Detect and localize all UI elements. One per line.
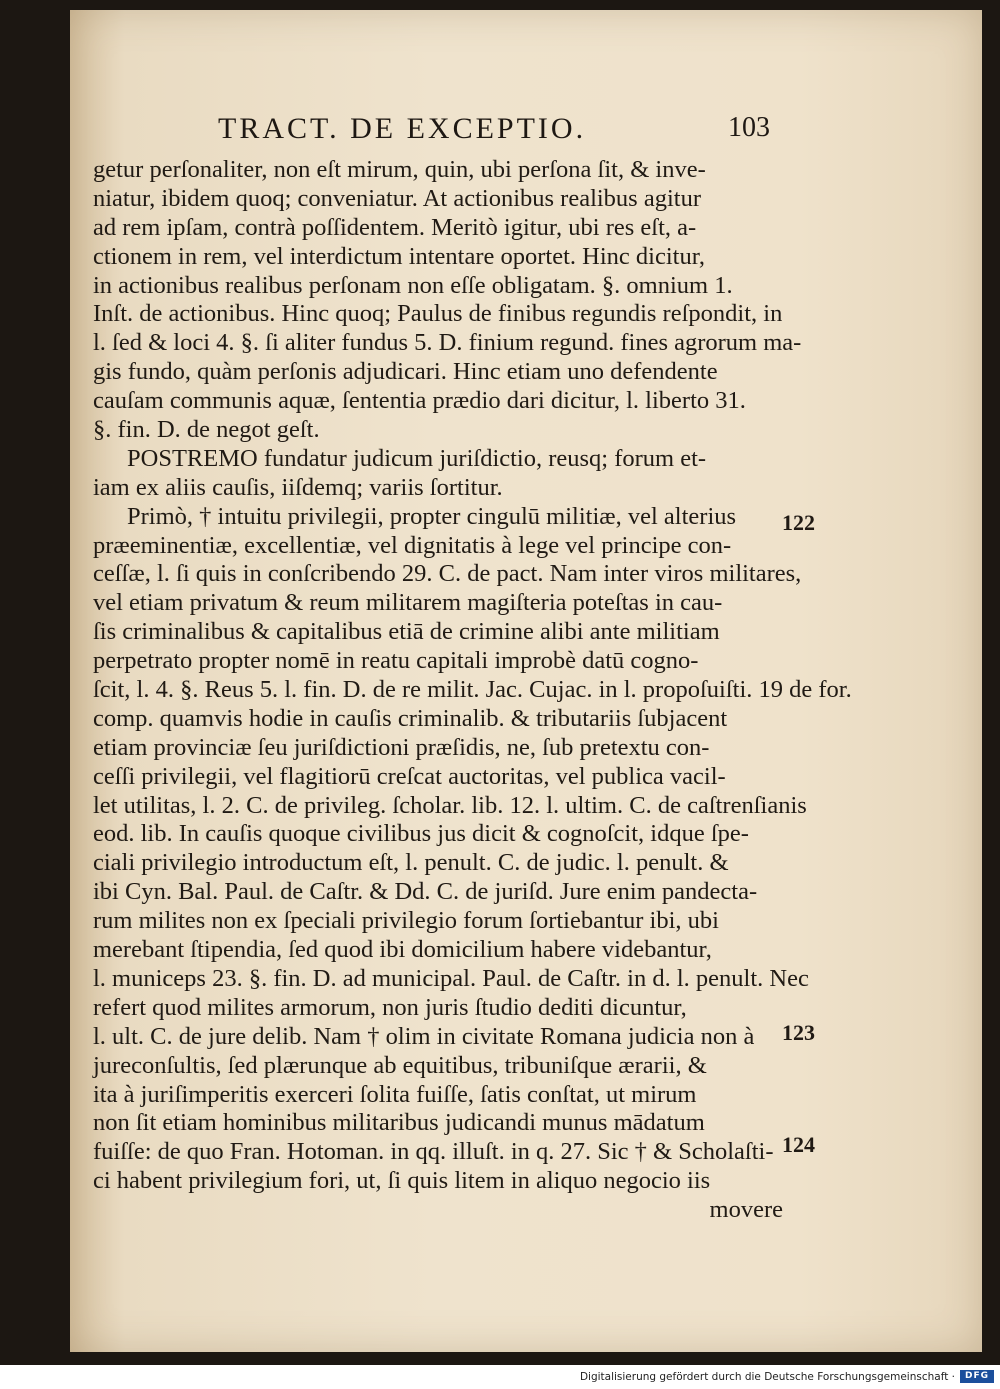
text-line: let utilitas, l. 2. C. de privileg. ſcholar. lib. 12. l. ultim. C. de caſtrenſianis (93, 791, 807, 819)
text-line: ci habent privilegium fori, ut, ſi quis litem in aliquo negocio iis (93, 1167, 711, 1195)
text-line: ibi Cyn. Bal. Paul. de Caſtr. & Dd. C. de juriſd. Jure enim pandecta- (93, 878, 758, 906)
text-line: iam ex aliis cauſis, iiſdemq; variis ſortitur. (93, 473, 503, 501)
text-line: l. ult. C. de jure delib. Nam † olim in civitate Romana judicia non à (93, 1022, 755, 1050)
running-title: TRACT. DE EXCEPTIO. (218, 112, 587, 145)
text-line: non ſit etiam hominibus militaribus judicandi munus mādatum (93, 1109, 705, 1137)
text-line: comp. quamvis hodie in cauſis criminalib. & tributariis ſubjacent (93, 704, 728, 732)
text-line: ceſſæ, l. ſi quis in conſcribendo 29. C. de pact. Nam inter viros militares, (93, 560, 802, 588)
text-line: Primò, † intuitu privilegii, propter cingulū militiæ, vel alterius (127, 502, 737, 530)
margin-note-number: 123 (782, 1020, 815, 1045)
text-line: etiam provinciæ ſeu juriſdictioni præſidis, ne, ſub pretextu con- (93, 733, 710, 761)
text-line: getur perſonaliter, non eſt mirum, quin, ubi perſona ſit, & inve- (93, 156, 706, 183)
text-line: l. ſed & loci 4. §. ſi aliter fundus 5. D. finium regund. fines agrorum ma- (93, 329, 802, 357)
text-line: cauſam communis aquæ, ſententia prædio dari dicitur, l. liberto 31. (93, 387, 746, 415)
text-line: vel etiam privatum & reum militarem magiſteria poteſtas in cau- (93, 589, 723, 617)
digitization-footer (0, 1365, 1000, 1389)
text-line: jureconſultis, ſed plærunque ab equitibus, tribuniſque ærarii, & (93, 1051, 707, 1079)
text-line: POSTREMO fundatur judicum juriſdictio, reusq; forum et- (127, 444, 707, 472)
text-line: merebant ſtipendia, ſed quod ibi domicilium habere videbantur, (93, 936, 712, 964)
funding-credit: Digitalisierung gefördert durch die Deutsche Forschungsgemeinschaft · (579, 1371, 955, 1383)
text-line: ſcit, l. 4. §. Reus 5. l. fin. D. de re milit. Jac. Cujac. in l. propoſuiſti. 19 de for. (93, 676, 852, 704)
text-line: ita à juriſimperitis exerceri ſolita fuiſſe, ſatis conſtat, ut mirum (93, 1080, 697, 1108)
text-line: Inſt. de actionibus. Hinc quoq; Paulus de finibus regundis reſpondit, in (93, 300, 783, 328)
text-line: perpetrato propter nomē in reatu capitali improbè datū cogno- (93, 647, 699, 675)
text-line: præeminentiæ, excellentiæ, vel dignitatis à lege vel principe con- (93, 531, 732, 559)
text-line: ad rem ipſam, contrà poſſidentem. Meritò igitur, ubi res eſt, a- (93, 213, 697, 241)
text-line: fuiſſe: de quo Fran. Hotoman. in qq. illuſt. in q. 27. Sic † & Scholaſti- (93, 1138, 774, 1166)
text-line: niatur, ibidem quoq; conveniatur. At actionibus realibus agitur (93, 184, 701, 212)
page-number: 103 (728, 112, 770, 143)
text-line: eod. lib. In cauſis quoque civilibus jus dicit & cognoſcit, idque ſpe- (93, 820, 749, 848)
text-line: §. fin. D. de negot geſt. (93, 416, 320, 444)
margin-note-number: 122 (782, 510, 815, 535)
text-line: gis fundo, quàm perſonis adjudicari. Hinc etiam uno defendente (93, 358, 718, 386)
text-line: ceſſi privilegii, vel flagitiorū creſcat auctoritas, vel publica vacil- (93, 762, 726, 790)
text-line: refert quod milites armorum, non juris ſtudio dediti dicuntur, (93, 993, 687, 1021)
text-line: ctionem in rem, vel interdictum intentare oportet. Hinc dicitur, (93, 242, 706, 270)
text-line: ſis criminalibus & capitalibus etiā de crimine alibi ante militiam (93, 618, 720, 646)
margin-note-number: 124 (782, 1132, 815, 1157)
dfg-logo: DFG (960, 1370, 994, 1383)
text-line: rum milites non ex ſpeciali privilegio forum ſortiebantur ibi, ubi (93, 907, 719, 935)
catchword: movere (709, 1196, 783, 1224)
text-line: ciali privilegio introductum eſt, l. penult. C. de judic. l. penult. & (93, 849, 729, 877)
text-line: l. municeps 23. §. fin. D. ad municipal. Paul. de Caſtr. in d. l. penult. Nec (93, 964, 809, 992)
text-line: in actionibus realibus perſonam non eſſe obligatam. §. omnium 1. (93, 271, 733, 299)
